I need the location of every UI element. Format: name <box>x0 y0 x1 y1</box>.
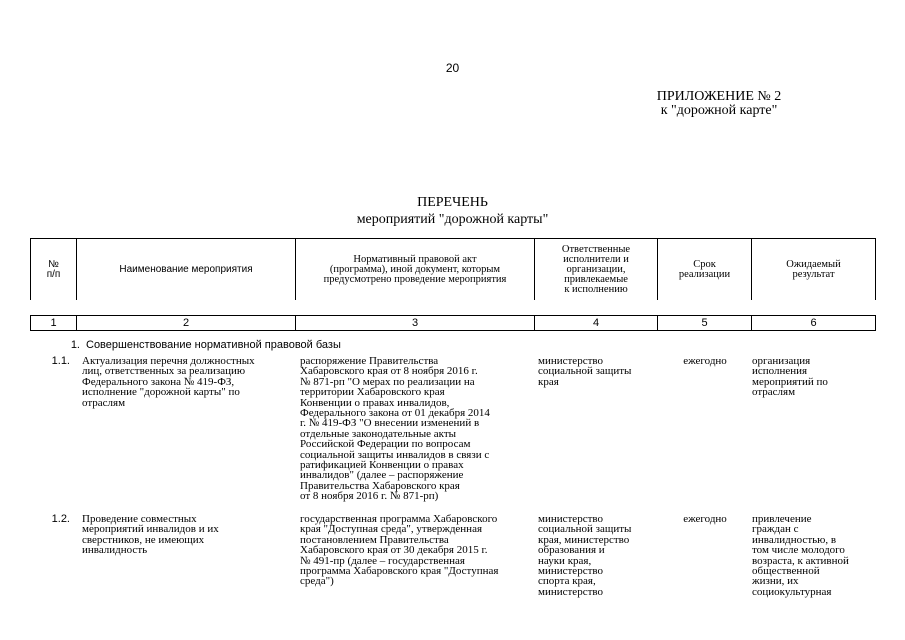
row-term: ежегодно <box>683 513 727 525</box>
row-term: ежегодно <box>683 355 727 367</box>
row-measure-name: Проведение совместных мероприятий инвалидов и их сверстников, не имеющих инвалидность <box>82 513 219 557</box>
header-cell-responsible: Ответственные исполнители и организации, привлекаемые к исполнению <box>535 239 658 301</box>
column-numbers <box>31 316 876 331</box>
header-row <box>31 239 876 301</box>
header-cell-name: Наименование мероприятия <box>77 239 296 301</box>
appendix-header <box>560 90 878 118</box>
column-number: 3 <box>296 316 535 331</box>
section-title: Совершенствование нормативной правовой базы <box>86 339 341 351</box>
table-header <box>30 238 876 300</box>
document-subtitle: мероприятий "дорожной карты" <box>356 212 549 227</box>
column-number: 2 <box>77 316 296 331</box>
column-number-row <box>30 315 876 331</box>
column-number: 6 <box>752 316 876 331</box>
column-number: 5 <box>658 316 752 331</box>
header-cell-result: Ожидаемый результат <box>752 239 876 301</box>
header-cell-act: Нормативный правовой акт (программа), иной документ, которым предусмотрено проведение мероприятия <box>296 239 535 301</box>
row-responsible: министерство социальной защиты края, министерство образования и науки края, министерство спорта края, министерство <box>538 513 632 598</box>
row-responsible: министерство социальной защиты края <box>538 355 632 388</box>
row-result: привлечение граждан с инвалидностью, в том числе молодого возраста, к активной общественной жизни, их социокультурная <box>752 513 849 598</box>
header-cell-number: № п/п <box>31 239 77 301</box>
column-number: 1 <box>31 316 77 331</box>
row-result: организация исполнения мероприятий по отраслям <box>752 355 828 399</box>
page-number: 20 <box>445 61 460 75</box>
row-legal-act: государственная программа Хабаровского края "Доступная среда", утвержденная постановлением Правительства Хабаровского края от 30 декабря 2015 г. № 491-пр (далее – государственная программа Хабаровского края "Доступная среда") <box>300 513 499 588</box>
section-number: 1. <box>70 339 80 351</box>
header-cell-term: Срок реализации <box>658 239 752 301</box>
section-heading <box>30 339 341 351</box>
row-legal-act: распоряжение Правительства Хабаровского края от 8 ноября 2016 г. № 871-рп "О мерах по реализации на территории Хабаровского края Конвенции о правах инвалидов, Федерального закона от 01 декабря 2014 г. № 419-ФЗ "О внесении изменений в отдельные законодательные акты Российской Федерации по вопросам социальной защиты инвалидов в связи с ратификацией Конвенции о правах инвалидов" (далее – распоряжение Правительства Хабаровского края от 8 ноября 2016 г. № 871-рп) <box>300 355 490 503</box>
row-number: 1.1. <box>51 355 70 367</box>
document-title: ПЕРЕЧЕНЬ <box>417 195 488 210</box>
appendix-subtitle: к "дорожной карте" <box>660 103 778 118</box>
appendix-title: ПРИЛОЖЕНИЕ № 2 <box>656 89 782 104</box>
column-number: 4 <box>535 316 658 331</box>
row-measure-name: Актуализация перечня должностных лиц, ответственных за реализацию Федерального закона № 419-ФЗ, исполнение "дорожной карты" по отраслям <box>82 355 255 409</box>
row-number: 1.2. <box>51 513 70 525</box>
